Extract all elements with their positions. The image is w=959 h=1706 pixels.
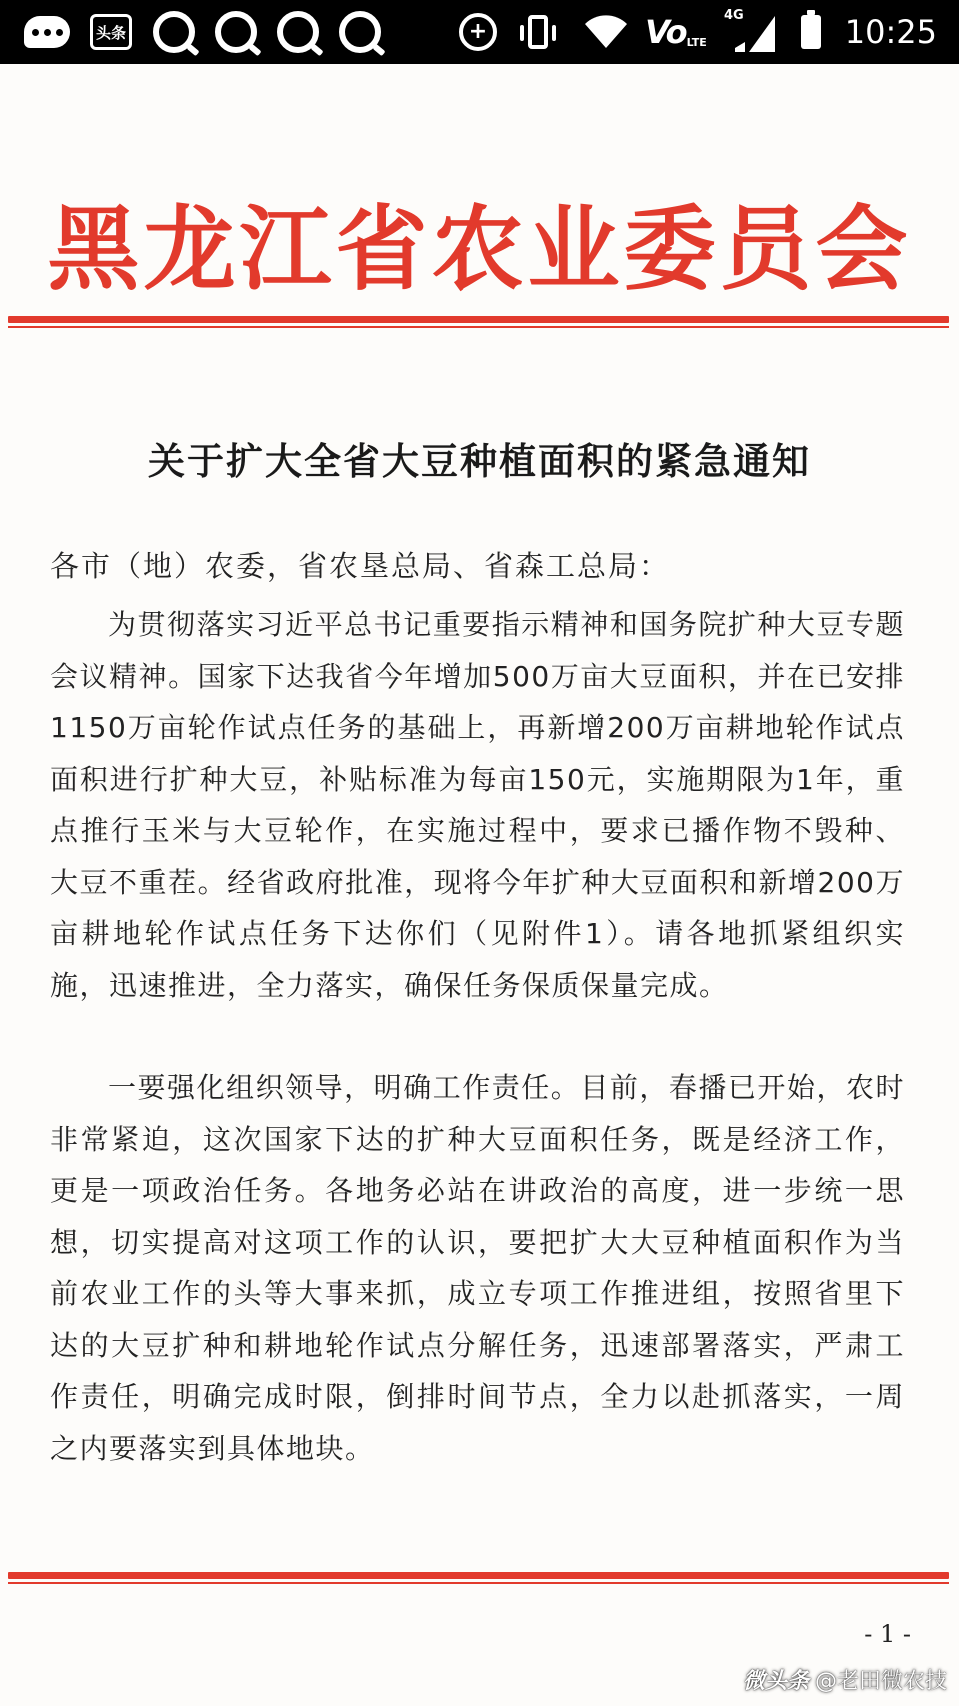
document-page	[0, 64, 959, 1706]
q-app-icon	[214, 0, 258, 64]
volte-icon	[636, 0, 716, 64]
signal-icon	[720, 0, 780, 64]
notice-title: 关于扩大全省大豆种植面积的紧急通知	[148, 439, 811, 483]
page-number: - 1 -	[864, 1620, 911, 1648]
q-app-icon	[152, 0, 196, 64]
hotspot-icon: +	[458, 0, 498, 64]
paragraph-text: 一要强化组织领导，明确工作责任。目前，春播已开始，农时非常紧迫，这次国家下达的扩种大豆面积任务，既是经济工作，更是一项政治任务。各地务必站在讲政治的高度，进一步统一思想，切实提高对这项工作的认识，要把扩大大豆种植面积作为当前农业工作的头等大事来抓，成立专项工作推进组，按照省里下达的大豆扩种和耕地轮作试点分解任务，迅速部署落实，严肃工作责任，明确完成时限，倒排时间节点，全力以赴抓落实，一周之内要落实到具体地块。	[50, 1071, 905, 1465]
status-bar	[0, 0, 959, 64]
body-paragraph	[50, 599, 905, 1011]
volte-label: Vo	[645, 13, 686, 51]
toutiao-icon	[88, 0, 134, 64]
watermark-brand: 微头条	[742, 1669, 809, 1694]
body-paragraph	[50, 1062, 905, 1474]
status-time: 10:25	[844, 13, 937, 51]
salutation: 各市（地）农委，省农垦总局、省森工总局：	[50, 549, 671, 583]
toutiao-badge-text: 头条	[90, 14, 132, 50]
more-chat-icon	[22, 0, 72, 64]
letterhead-divider	[8, 316, 949, 328]
footer-divider	[8, 1572, 949, 1584]
vibrate-icon	[514, 0, 562, 64]
q-app-icon	[276, 0, 320, 64]
watermark	[743, 1664, 947, 1695]
paragraph-text: 为贯彻落实习近平总书记重要指示精神和国务院扩种大豆专题会议精神。国家下达我省今年增加500万亩大豆面积，并在已安排1150万亩轮作试点任务的基础上，再新增200万亩耕地轮作试点面积进行扩种大豆，补贴标准为每亩150元，实施期限为1年，重点推行玉米与大豆轮作，在实施过程中，要求已播作物不毁种、大豆不重茬。经省政府批准，现将今年扩种大豆面积和新增200万亩耕地轮作试点任务下达你们（见附件1）。请各地抓紧组织实施，迅速推进，全力落实，确保任务保质保量完成。	[50, 608, 905, 1002]
volte-sub-label: LTE	[686, 35, 707, 49]
letterhead-title: 黑龙江省农业委员会	[47, 195, 912, 303]
watermark-author: @老田微农技	[814, 1669, 947, 1694]
wifi-icon	[580, 0, 632, 64]
battery-icon	[796, 0, 826, 64]
q-app-icon	[338, 0, 382, 64]
network-type: 4G	[724, 8, 744, 23]
